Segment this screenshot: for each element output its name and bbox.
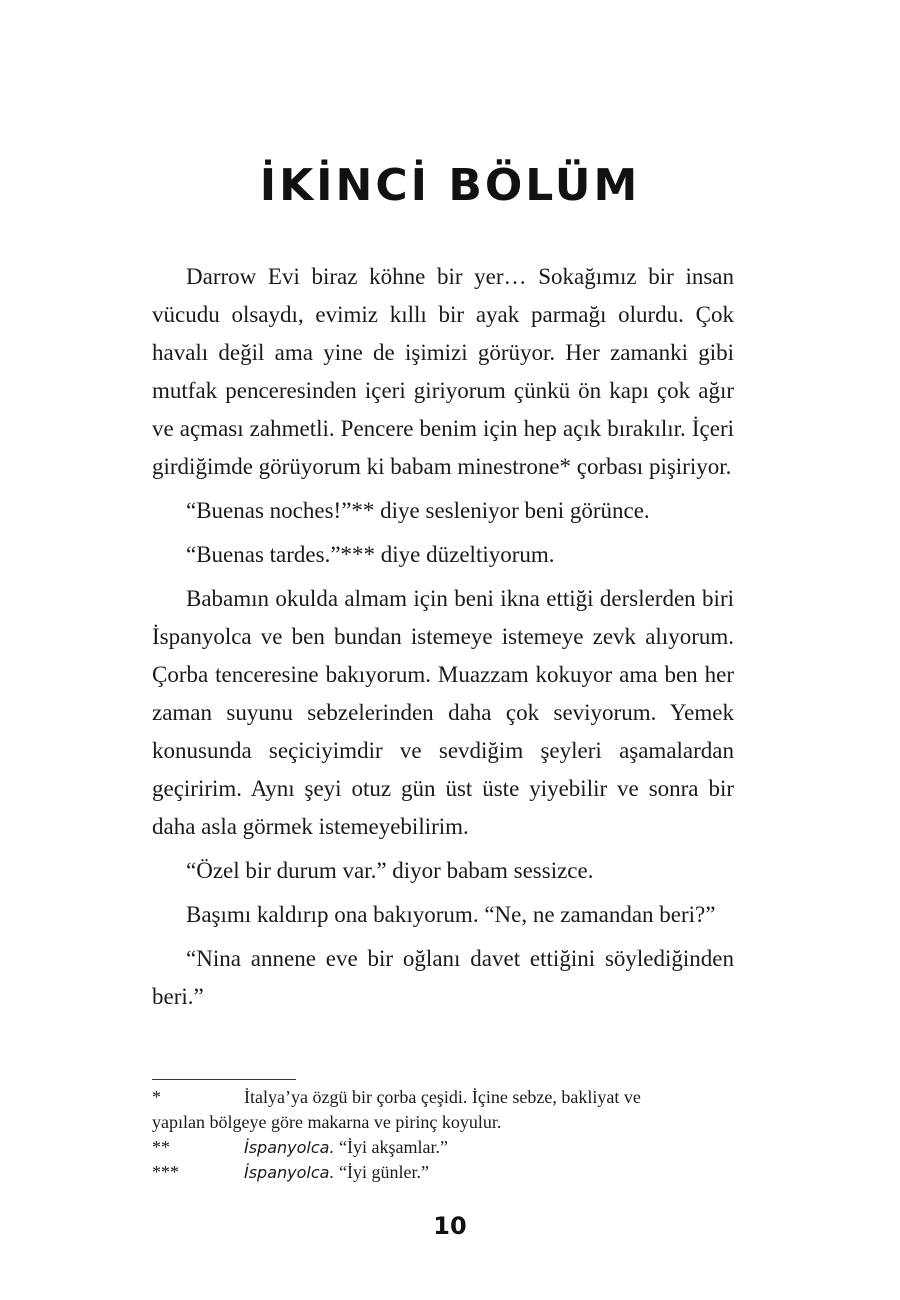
footnote-mark: *** — [152, 1162, 179, 1182]
paragraph: Başımı kaldırıp ona bakıyorum. “Ne, ne zamandan beri?” — [186, 902, 716, 927]
footnote-text: İtalya’ya özgü bir çorba çeşidi. İçine sebze, bakliyat ve — [244, 1087, 641, 1107]
footnote-text: “İyi günler.” — [339, 1162, 430, 1182]
footnotes — [152, 1085, 734, 1185]
paragraph: Babamın okulda almam için beni ikna ettiği derslerden biri İspanyolca ve ben bundan istemeye istemeye zevk alıyorum. Çorba tenceresine bakıyorum. Muazzam kokuyor ama ben her zaman suyunu sebzelerinden daha çok seviyorum. Yemek konusunda seçiciyimdir ve sevdiğim şeyleri aşamalardan geçiririm. Aynı şeyi otuz gün üst üste yiyebilir ve sonra bir daha asla görmek istemeyebilirim. — [152, 586, 734, 839]
paragraph: “Buenas noches!”** diye sesleniyor beni görünce. — [186, 498, 650, 523]
footnote-mark: ** — [152, 1137, 170, 1157]
paragraph: “Özel bir durum var.” diyor babam sessizce. — [186, 858, 594, 883]
footnote — [152, 1085, 734, 1110]
paragraph: “Nina annene eve bir oğlanı davet ettiğini söylediğinden beri.” — [152, 946, 734, 1009]
chapter-title: İKİNCİ BÖLÜM — [259, 160, 641, 211]
footnote-text: “İyi akşamlar.” — [339, 1137, 448, 1157]
body-text — [152, 258, 734, 1016]
footnote-text-wrapper — [244, 1135, 734, 1160]
footnote — [152, 1135, 734, 1160]
footnote-source: İspanyolca. — [244, 1163, 335, 1182]
footnote-text-wrapper — [244, 1160, 734, 1185]
footnote-divider — [152, 1079, 296, 1080]
footnote-continuation: yapılan bölgeye göre makarna ve pirinç koyulur. — [152, 1112, 502, 1132]
paragraph: “Buenas tardes.”*** diye düzeltiyorum. — [186, 542, 555, 567]
page-number: 10 — [433, 1212, 467, 1240]
paragraph: Darrow Evi biraz köhne bir yer… Sokağımız bir insan vücudu olsaydı, evimiz kıllı bir ayak parmağı olurdu. Çok havalı değil ama yine de işimizi görüyor. Her zamanki gibi mutfak penceresinden içeri giriyorum çünkü ön kapı çok ağır ve açması zahmetli. Pencere benim için hep açık bırakılır. İçeri girdiğimde görüyorum ki babam minestrone* çorbası pişiriyor. — [152, 264, 734, 479]
footnote-source: İspanyolca. — [244, 1138, 335, 1157]
footnote-mark: * — [152, 1087, 161, 1107]
footnote — [152, 1160, 734, 1185]
